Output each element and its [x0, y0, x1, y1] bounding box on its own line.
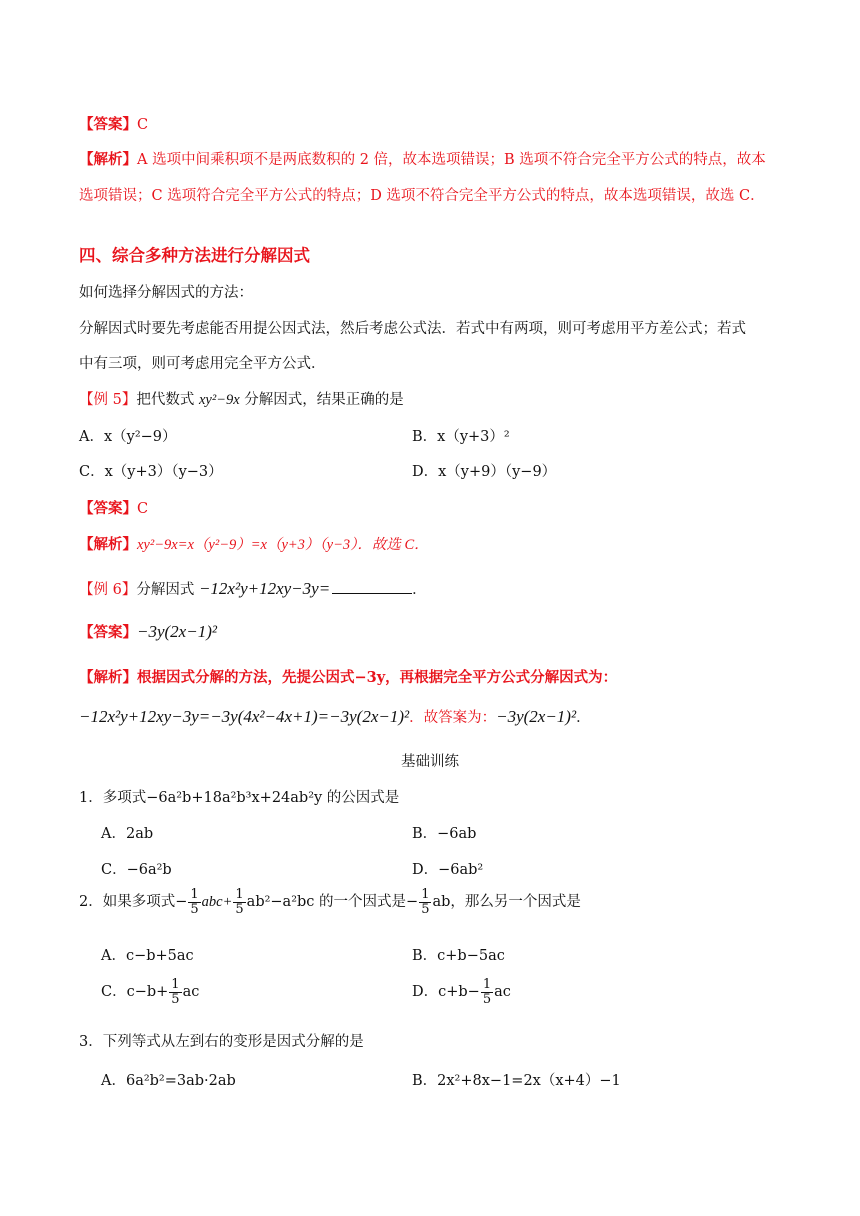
q3-stem: 3．下列等式从左到右的变形是因式分解的是 — [79, 1034, 364, 1050]
q1-stem: 1．多项式−6a²b+18a²b³x+24ab²y 的公因式是 — [79, 790, 400, 806]
final-expr: −3y(2x−1)² — [496, 707, 577, 726]
section-para-2: 中有三项，则可考虑用完全平方公式． — [79, 356, 326, 372]
fraction — [233, 888, 245, 916]
derivation-conclusion: ．故答案为： — [409, 710, 497, 726]
answer-value: C — [137, 117, 149, 133]
example5-expr: xy²−9x — [198, 392, 240, 408]
section-intro: 如何选择分解因式的方法： — [79, 285, 253, 301]
q2-option-c-pre: C．c−b+ — [101, 984, 169, 1001]
section-para-1: 分解因式时要先考虑能否用提公因式法，然后考虑公式法．若式中有两项，则可考虑用平方差公式；若式 — [79, 321, 746, 337]
q2-stem — [79, 888, 581, 916]
q2-option-c — [101, 978, 199, 1006]
q2-option-b: B．c+b−5ac — [412, 948, 505, 964]
example6-tag: 【例 6】 — [79, 582, 137, 598]
example5-answer — [79, 497, 148, 518]
fraction — [481, 978, 493, 1006]
example5-post: 分解因式，结果正确的是 — [239, 392, 404, 408]
section-title: 四、综合多种方法进行分解因式 — [79, 246, 310, 265]
fraction-den: 5 — [235, 901, 244, 917]
example6-answer — [79, 621, 217, 642]
answer-tag: 【答案】 — [79, 116, 137, 133]
analysis-text-2: 选项错误；C 选项符合完全平方公式的特点；D 选项不符合完全平方公式的特点，故本选项错误，故选 C． — [79, 188, 765, 204]
q2-option-d-post: ac — [494, 984, 511, 1001]
example6-stem — [79, 578, 427, 599]
fraction-num: 1 — [190, 887, 199, 902]
example6-pre: 分解因式 — [136, 582, 199, 598]
q2-option-c-post: ac — [182, 984, 200, 1001]
derivation-expr: −12x²y+12xy−3y=−3y(4x²−4x+1)=−3y(2x−1)² — [79, 707, 410, 726]
answer-tag: 【答案】 — [79, 500, 137, 517]
example6-end: ． — [412, 582, 427, 598]
analysis-text: xy²−9x=x（y²−9）=x（y+3）（y−3）．故选 C． — [137, 537, 429, 553]
fraction-den: 5 — [171, 991, 180, 1007]
fraction-den: 5 — [190, 901, 199, 917]
fraction-num: 1 — [482, 977, 492, 992]
fraction-den: 5 — [482, 991, 492, 1007]
answer-value: −3y(2x−1)² — [137, 622, 217, 641]
example6-expr: −12x²y+12xy−3y= — [198, 579, 331, 598]
q2-option-d — [412, 978, 511, 1006]
q2-number: 2．如果多项式− — [79, 894, 188, 911]
fraction-num: 1 — [421, 887, 430, 902]
q3-option-a: A．6a²b²=3ab·2ab — [101, 1073, 236, 1089]
example5-option-b: B．x（y+3）² — [412, 429, 510, 445]
q2-part-3: ab，那么另一个因式是 — [432, 894, 581, 911]
example6-derivation — [79, 706, 591, 727]
analysis-text: 根据因式分解的方法，先提公因式−3y，再根据完全平方公式分解因式为： — [137, 669, 618, 686]
q2-part-2: ab²−a²bc 的一个因式是− — [246, 894, 419, 911]
q2-part-1: abc+ — [201, 894, 233, 911]
q2-option-a: A．c−b+5ac — [101, 948, 194, 964]
q2-option-d-pre: D．c+b− — [412, 984, 480, 1001]
example5-tag: 【例 5】 — [79, 392, 137, 408]
analysis-text-1: A 选项中间乘积项不是两底数积的 2 倍，故本选项错误；B 选项不符合完全平方公式的特点，故本 — [137, 152, 766, 168]
answer-blank — [332, 579, 412, 594]
fraction-num: 1 — [235, 887, 244, 902]
analysis-tag: 【解析】 — [79, 536, 137, 553]
example5-pre: 把代数式 — [136, 392, 199, 408]
q1-option-b: B．−6ab — [412, 826, 477, 842]
analysis-tag: 【解析】 — [79, 151, 137, 168]
analysis-tag: 【解析】 — [79, 669, 137, 686]
example5-option-c: C．x（y+3）（y−3） — [79, 464, 223, 480]
fraction-num: 1 — [171, 977, 180, 992]
q3-option-b: B．2x²+8x−1=2x（x+4）−1 — [412, 1073, 621, 1089]
answer-value: C — [137, 501, 149, 517]
example5-stem — [79, 388, 404, 409]
example5-option-d: D．x（y+9）（y−9） — [412, 464, 557, 480]
analysis-line-1 — [79, 148, 766, 169]
training-title: 基础训练 — [401, 754, 459, 770]
example5-option-a: A．x（y²−9） — [79, 429, 177, 445]
q1-option-d: D．−6ab² — [412, 862, 484, 878]
answer-line-1 — [79, 113, 148, 134]
fraction-den: 5 — [421, 901, 430, 917]
q1-option-c: C．−6a²b — [101, 862, 172, 878]
q1-option-a: A．2ab — [101, 826, 154, 842]
fraction — [188, 888, 200, 916]
fraction — [169, 978, 181, 1006]
answer-tag: 【答案】 — [79, 624, 137, 641]
fraction — [419, 888, 431, 916]
example6-analysis — [79, 666, 617, 687]
example5-analysis — [79, 533, 429, 554]
final-end: ． — [576, 710, 591, 726]
